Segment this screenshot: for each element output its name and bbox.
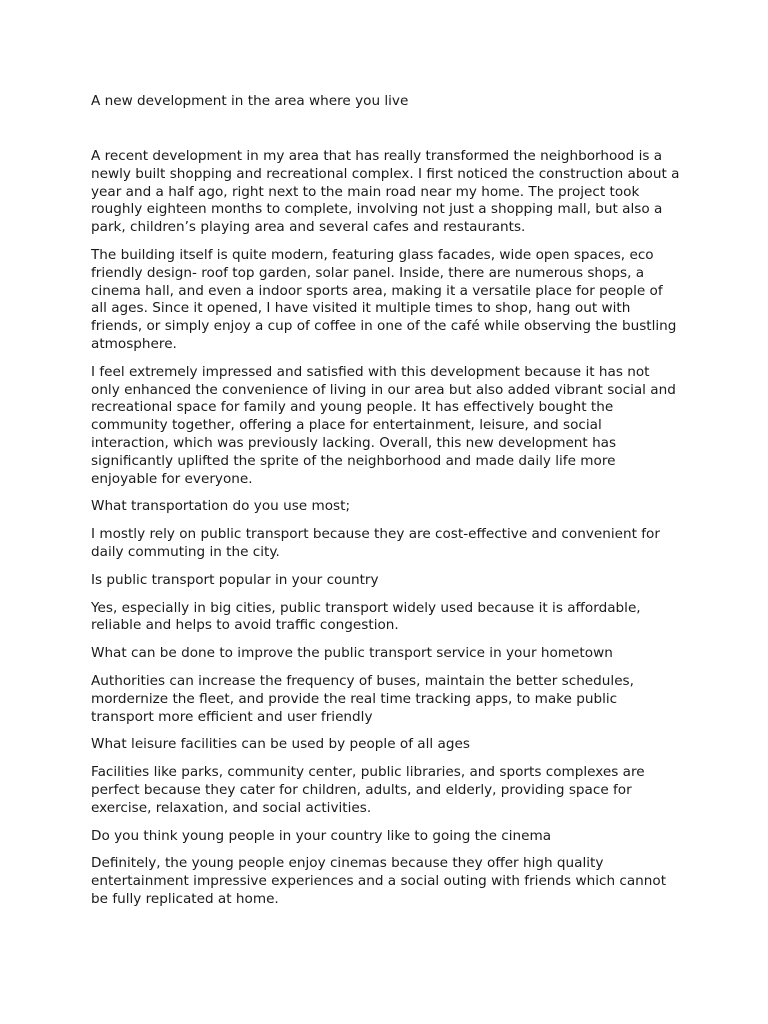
question-improve-transport: What can be done to improve the public transport service in your hometown [91, 645, 613, 662]
paragraph-building: The building itself is quite modern, featuring glass facades, wide open spaces, eco friendly design- roof top garden, solar panel. Inside, there are numerous shops, a cinema hall, and even a indoor sports area, making it a versatile place for people of all ages. Since it opened, I have visited it multiple times to shop, hang out with friends, or simply enjoy a cup of coffee in one of the café while observing the bustling atmosphere. [91, 246, 677, 352]
paragraph-feelings: I feel extremely impressed and satisfied with this development because it has not only enhanced the convenience of living in our area but also added vibrant social and recreational space for family and young people. It has effectively bought the community together, offering a place for entertainment, leisure, and social interaction, which was previously lacking. Overall, this new development has significantly uplifted the sprite of the neighborhood and made daily life more enjoyable for everyone. [91, 363, 676, 487]
answer-cinema: Definitely, the young people enjoy cinemas because they offer high quality entertainment impressive experiences and a social outing with friends which cannot be fully replicated at home. [91, 855, 667, 907]
question-leisure-facilities: What leisure facilities can be used by people of all ages [91, 736, 470, 753]
answer-leisure-facilities: Facilities like parks, community center, public libraries, and sports complexes are perfect because they cater for children, adults, and elderly, providing space for exercise, relaxation, and social activities. [91, 764, 645, 816]
document-page [91, 92, 681, 919]
question-public-transport-popular: Is public transport popular in your country [91, 571, 379, 588]
question-transportation: What transportation do you use most; [91, 498, 351, 515]
document-title: A new development in the area where you live [91, 93, 409, 109]
paragraph-intro: A recent development in my area that has really transformed the neighborhood is a newly built shopping and recreational complex. I first noticed the construction about a year and a half ago, right next to the main road near my home. The project took roughly eighteen months to complete, involving not just a shopping mall, but also a park, children’s playing area and several cafes and restaurants. [91, 148, 680, 236]
answer-improve-transport: Authorities can increase the frequency of buses, maintain the better schedules, mordernize the fleet, and provide the real time tracking apps, to make public transport more efficient and user friendly [91, 672, 634, 725]
question-cinema: Do you think young people in your country like to going the cinema [91, 827, 552, 844]
answer-public-transport-popular: Yes, especially in big cities, public transport widely used because it is affordable, reliable and helps to avoid traffic congestion. [91, 599, 641, 634]
answer-transportation: I mostly rely on public transport because they are cost-effective and convenient for daily commuting in the city. [91, 526, 660, 560]
